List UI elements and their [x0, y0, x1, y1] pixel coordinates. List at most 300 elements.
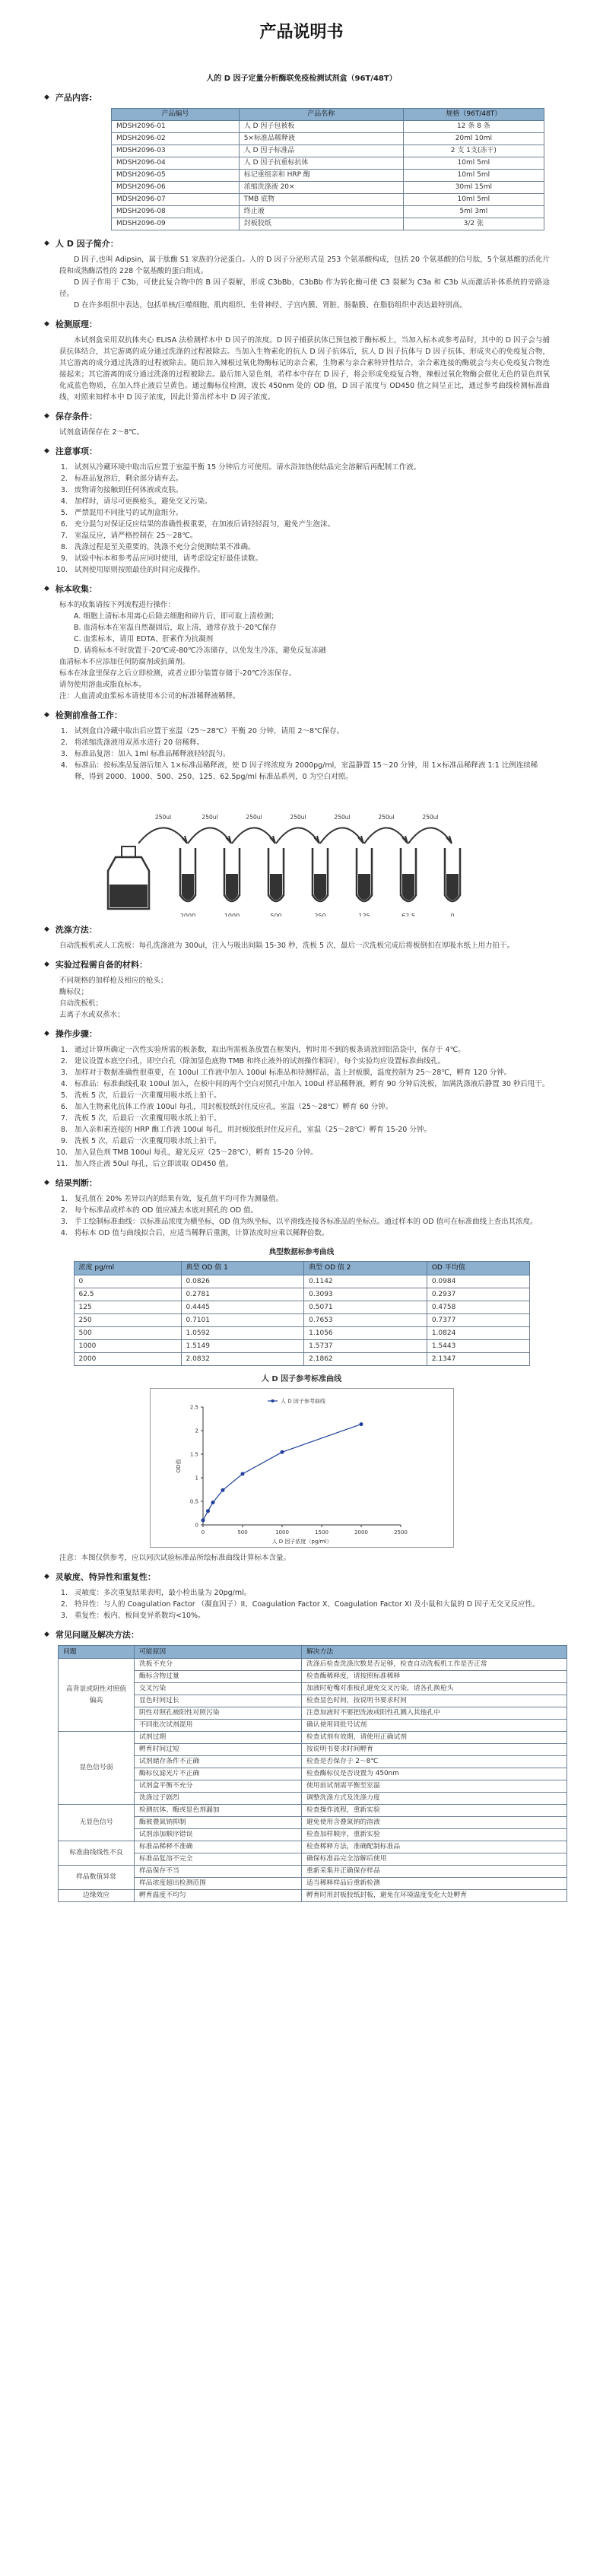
table-row: [59, 1890, 567, 1902]
table-cell: 0.0984: [427, 1275, 529, 1288]
list-item: 7. 洗板 5 次，后最后一次重覆用吸水纸上拍干。: [70, 1113, 550, 1124]
list-item: 6. 充分混匀对保证反应结果的准确性极重要，在加液后请轻轻混匀，避免产生泡沫。: [70, 519, 550, 530]
table-row: [59, 1829, 567, 1841]
table-row: [59, 1866, 567, 1878]
tube-conc-label: 250: [313, 913, 326, 916]
kit-subtitle: 人的 D 因子定量分析酶联免疫检测试剂盒（96T/48T）: [206, 75, 397, 83]
table-row: [59, 1853, 567, 1866]
solution-cell: 检查稀释方法，准确配制标准品: [302, 1841, 567, 1853]
cause-cell: 酶标仪滤光片不正确: [135, 1768, 302, 1780]
table-row: [59, 1841, 567, 1853]
intro-paragraph: D 因子作用于 C3b，可使此复合物中的 B 因子裂解，形成 C3bBb，C3bBb 作为转化酶可使 C3 裂解为 C3a 和 C3b 从而激活补体系统的旁路途径。: [59, 278, 550, 298]
table-row: [59, 1780, 567, 1793]
list-item: 11. 加入终止液 50ul 每孔，后立即读取 OD450 值。: [70, 1158, 550, 1170]
chart-note: 注意：本图仅供参考，应以同次试验标准品所绘标准曲线计算标本含量。: [59, 1554, 291, 1562]
cause-cell: 不同批次试剂混用: [135, 1720, 302, 1732]
table-row: [59, 1817, 567, 1829]
table-cell: 0.7101: [181, 1314, 304, 1327]
list-item: 7. 室温反应，请严格控制在 25～28℃。: [70, 530, 550, 542]
x-tick-label: 2000: [354, 1529, 368, 1536]
section-sensitivity: ◆ 灵敏度、特异性和重复性：: [44, 1572, 156, 1582]
table-cell: 1.0824: [427, 1327, 529, 1340]
table-cell: 2.1347: [427, 1353, 529, 1366]
list-item: 5. 严禁混用不同批号的试剂盒组分。: [70, 507, 550, 519]
tube-liquid: [446, 874, 459, 900]
data-table-body: [74, 1275, 529, 1366]
table-row: [59, 1695, 567, 1707]
list-item: 2. 每个标准品或样本的 OD 值应减去本底对照孔的 OD 值。: [70, 1205, 550, 1216]
tube-conc-label: 2000: [179, 913, 195, 916]
col-header: 产品编号: [112, 109, 240, 121]
table-row: [112, 133, 544, 145]
solution-cell: 适当稀释样品后重新检测: [302, 1878, 567, 1890]
table-cell: 1.5149: [181, 1340, 304, 1353]
principle-paragraph: 本试剂盒采用双抗体夹心 ELISA 法检测样本中 D 因子的浓度。D 因子捕获抗体已预包被于酶标板上，当加入标本或参考品时，其中的 D 因子会与捕获抗体结合，其它游离的成分通过洗涤的过程被除去。当加入生物素化的抗人 D 因子抗体后，抗人 D 因子抗体与 D 因子抗体、形成夹心的免疫复合物，其它游离的成分通过洗涤的过程被除去。随后加入辣根过氧化物酶标记的亲合素，生物素与亲合素特异性结合，亲合素连接的酶就会与夹心免疫复合物连接起来；其它游离的成分通过洗涤的过程被除去。最后加入显色剂，若样本中存在 D 因子，将会形成免疫复合物，辣根过氧化物酶会催化无色的显色剂氧化成蓝色物质，在加入终止液后呈黄色。通过酶标仪检测，波长 450nm 处的 OD 值，D 因子浓度与 OD450 值之间呈正比，通过参考曲线检测标准曲线，对照来知样本中 D 因子浓度，因此计算出样本中 D 因子浓度。: [59, 336, 550, 402]
list-item: 注：人血清或血浆标本请使用本公司的标准稀释液稀释。: [59, 692, 240, 700]
section-storage: ◆ 保存条件：: [44, 411, 97, 421]
diamond-bullet-icon: ◆: [44, 1631, 49, 1638]
table-cell: 125: [74, 1301, 181, 1314]
section-prep: ◆ 检测前准备工作：: [44, 710, 122, 720]
list-item: 10. 加入显色剂 TMB 100ul 每孔，避光反应（25～28℃），孵育 15-20 分钟。: [70, 1147, 550, 1158]
table-cell: 1.0592: [181, 1327, 304, 1340]
table-cell: 1.5737: [304, 1340, 427, 1353]
table-row: [112, 121, 544, 133]
intro-paragraph: D 在许多组织中表达，包括单核/巨噬细胞、肌肉组织、坐骨神经、子宫内膜、肾脏、肠黏膜、在脂肪组织中表达最特别高。: [74, 301, 468, 310]
x-tick-label: 2500: [393, 1529, 408, 1536]
table-row: [59, 1720, 567, 1732]
table-cell: 500: [74, 1327, 181, 1340]
cause-cell: 酶标含物过量: [135, 1671, 302, 1683]
list-item: 去离子水或双蒸水；: [59, 1011, 125, 1019]
table-row: [59, 1671, 567, 1683]
table-row: [59, 1756, 567, 1768]
table-cell: 1.1056: [304, 1327, 427, 1340]
x-tick-label: 500: [236, 1529, 248, 1536]
problem-cell: 显色信号弱: [59, 1732, 135, 1805]
list-item: 1. 灵敏度：多次重复结果表明，最小检出量为 20pg/ml。: [70, 1587, 550, 1599]
transfer-volume-label: 250ul: [201, 814, 218, 821]
troubleshooting-table: [58, 1645, 567, 1902]
y-tick-label: 0.5: [189, 1498, 198, 1505]
list-item: 4. 将标本 OD 值与曲线拟合后，应适当稀释后重测，计算浓度时应乘以稀释倍数。: [70, 1228, 550, 1239]
cause-cell: 洗板不充分: [135, 1659, 302, 1671]
product-name-cell: 标记重组亲和 HRP 酶: [239, 170, 403, 182]
cause-cell: 试剂过期: [135, 1732, 302, 1744]
list-item: 3. 废物请勿接触到任何体液或皮肤。: [70, 484, 550, 496]
cause-cell: 标准品复溶不完全: [135, 1853, 302, 1866]
product-name-cell: 5×标准品稀释液: [239, 133, 403, 145]
self-prep-list: [59, 975, 550, 1021]
table-row: [112, 194, 544, 206]
transfer-arrow: [408, 827, 451, 843]
notes-list: [70, 462, 550, 576]
diamond-bullet-icon: ◆: [44, 1179, 49, 1186]
list-item: 4. 标准品：按标准品复溶后加入 1×标准品稀释液，使 D 因子终浓度为 2000pg/ml，室温静置 15～20 分钟，用 1×标准品稀释液 1:1 比例连续稀释，得到 2000、1000、500、250、125、62.5pg/ml 标准品系列，0 为空白对照。: [70, 760, 550, 783]
table-row: [59, 1768, 567, 1780]
table-cell: 1000: [74, 1340, 181, 1353]
solution-cell: 洗涤后检查洗涤次数是否足够，检查自动洗板机工作是否正常: [302, 1659, 567, 1671]
trouble-table-body: [59, 1659, 567, 1902]
sample-list: [59, 599, 550, 702]
cause-cell: 阴性对照孔被阳性对照污染: [135, 1707, 302, 1720]
table-cell: 0.5071: [304, 1301, 427, 1314]
list-item: 自动洗板机；: [59, 999, 103, 1008]
col-header: 典型 OD 值 2: [304, 1262, 427, 1275]
diamond-bullet-icon: ◆: [44, 1573, 49, 1580]
chart-title: 人 D 因子参考标准曲线: [261, 1375, 342, 1383]
product-name-cell: 人 D 因子包被板: [239, 121, 403, 133]
wash-text: 自动洗板机或人工洗板：每孔洗涤液为 300ul，注入与吸出间隔 15-30 秒，洗板 5 次，最后一次洗板完成后将板倒扣在厚吸水纸上用力拍干。: [59, 942, 515, 950]
section-notes: ◆ 注意事项：: [44, 446, 97, 456]
dilution-svg: [100, 787, 503, 916]
tube-liquid: [182, 874, 194, 900]
cause-cell: 试剂储存条件不正确: [135, 1756, 302, 1768]
product-name-cell: 人 D 因子抗重标抗体: [239, 157, 403, 170]
transfer-arrow: [232, 827, 275, 843]
table-row: [59, 1878, 567, 1890]
solution-cell: 使用前试剂需平衡至室温: [302, 1780, 567, 1793]
storage-text: 试剂盒请保存在 2～8℃。: [59, 428, 144, 437]
steps-list: [70, 1044, 550, 1170]
diamond-bullet-icon: ◆: [44, 926, 49, 933]
table-row: [74, 1314, 529, 1327]
product-spec-cell: 3/2 张: [403, 218, 544, 230]
table-cell: 0.2781: [181, 1288, 304, 1301]
solution-cell: 避免使用含叠氮钠的溶液: [302, 1817, 567, 1829]
transfer-volume-label: 250ul: [154, 814, 171, 821]
solution-cell: 检查显色时间，按说明书要求时间: [302, 1695, 567, 1707]
section-intro: ◆ 人 D 因子简介：: [44, 239, 119, 249]
y-tick-label: 2.5: [189, 1404, 198, 1411]
intro-paragraph: D 因子,也叫 Adipsin，属于肽酶 S1 家族的分泌蛋白。人的 D 因子分泌形式是 253 个氨基酸构成，包括 20 个氨基酸的信号肽，5个氨基酸的活化片段和成熟酶活性的 228 个氨基酸的蛋白组成。: [59, 256, 550, 275]
diamond-bullet-icon: ◆: [44, 711, 49, 719]
tube-conc-label: 500: [269, 913, 282, 916]
transfer-arrow: [138, 827, 186, 843]
table-row: [59, 1793, 567, 1805]
list-item: 2. 标准品复溶后，剩余部分请弃去。: [70, 473, 550, 484]
list-item: 标本的收集请按下列流程进行操作：: [59, 601, 176, 609]
transfer-volume-label: 250ul: [377, 814, 395, 821]
problem-cell: 标准曲线线性不良: [59, 1841, 135, 1866]
solution-cell: 检查试剂有效期，请使用正确试剂: [302, 1732, 567, 1744]
y-tick-label: 2: [195, 1428, 198, 1434]
data-point: [359, 1422, 363, 1426]
cause-cell: 检测抗体、酶或显色剂漏加: [135, 1805, 302, 1817]
cause-cell: 洗涤过于剧烈: [135, 1793, 302, 1805]
cause-cell: 样品保存不当: [135, 1866, 302, 1878]
table-cell: 62.5: [74, 1288, 181, 1301]
solution-cell: 检查加样顺序，重新实验: [302, 1829, 567, 1841]
transfer-volume-label: 250ul: [333, 814, 351, 821]
list-item: 2. 建议设置本底空白孔，即空白孔（除加显色底物 TMB 和终止液外的试剂操作相同），每个实验均应设置标准曲线孔。: [70, 1056, 550, 1067]
data-table-caption: 典型数据标参考曲线: [268, 1248, 335, 1256]
table-row: [112, 182, 544, 194]
list-item: A. 细胞上清标本用离心后除去细胞和碎片后，即可取上清检测；: [74, 612, 278, 621]
transfer-volume-label: 250ul: [289, 814, 306, 821]
cause-cell: 酶被叠氮钠抑制: [135, 1817, 302, 1829]
list-item: D. 请将标本不时放置于-20℃或-80℃冷冻储存，以免发生冷冻，避免反复冻融: [74, 646, 326, 655]
product-code-cell: MDSH2096-06: [112, 182, 240, 194]
table-cell: 0.2937: [427, 1288, 529, 1301]
solution-cell: 重新采集并正确保存样品: [302, 1866, 567, 1878]
y-axis-label: OD值: [175, 1459, 182, 1473]
cause-cell: 试剂盒平衡不充分: [135, 1780, 302, 1793]
table-row: [59, 1659, 567, 1671]
table-cell: 250: [74, 1314, 181, 1327]
tube-liquid: [358, 874, 370, 900]
list-item: 3. 标准品复溶：加入 1ml 标准品稀释液轻轻混匀。: [70, 748, 550, 760]
table-header-row: [112, 109, 544, 121]
kit-table-body: [112, 121, 544, 230]
table-cell: 0.0826: [181, 1275, 304, 1288]
product-spec-cell: 10ml 5ml: [403, 194, 544, 206]
cause-cell: 显色时间过长: [135, 1695, 302, 1707]
table-row: [112, 157, 544, 170]
solution-cell: 孵育时用封板胶纸封板，避免在环境温度变化大处孵育: [302, 1890, 567, 1902]
stock-bottle-icon: [108, 846, 149, 909]
list-item: 8. 加入亲和素连接的 HRP 酶工作液 100ul 每孔，用封板胶纸封住反应孔，室温（25～28℃）孵育 15-20 分钟。: [70, 1124, 550, 1136]
table-cell: 2.0832: [181, 1353, 304, 1366]
list-item: 2. 将浓缩洗涤液用双蒸水进行 20 倍稀释。: [70, 737, 550, 748]
section-principle: ◆ 检测原理：: [44, 319, 97, 329]
list-item: 5. 洗板 5 次，后最后一次重覆用吸水纸上拍干。: [70, 1090, 550, 1101]
data-point: [240, 1472, 244, 1475]
transfer-arrow: [188, 827, 230, 843]
product-spec-cell: 10ml 5ml: [403, 157, 544, 170]
transfer-volume-label: 250ul: [421, 814, 439, 821]
table-cell: 0: [74, 1275, 181, 1288]
standard-curve-chart: [150, 1388, 454, 1548]
data-point: [280, 1450, 284, 1454]
cause-cell: 孵育时间过短: [135, 1744, 302, 1756]
product-spec-cell: 2 支 1支(冻干): [403, 145, 544, 157]
col-header: 解决方法: [302, 1646, 567, 1659]
problem-cell: 无显色信号: [59, 1805, 135, 1841]
list-item: 不同规格的加样枪及相应的枪头；: [59, 977, 168, 985]
table-cell: 0.1142: [304, 1275, 427, 1288]
data-point: [201, 1518, 205, 1522]
col-header: 规格（96T/48T）: [403, 109, 544, 121]
product-spec-cell: 20ml 10ml: [403, 133, 544, 145]
section-contents: ◆ 产品内容:: [44, 93, 93, 103]
list-item: B. 血清标本在室温自然凝固后，取上清，通常存放于-20℃保存: [74, 624, 277, 632]
tube-liquid: [270, 874, 282, 900]
table-row: [112, 218, 544, 230]
data-point: [211, 1501, 214, 1504]
list-item: 请勿使用溶血或脂血标本。: [59, 681, 147, 689]
transfer-volume-label: 250ul: [245, 814, 262, 821]
list-item: 酶标仪；: [59, 988, 89, 996]
table-cell: 2000: [74, 1353, 181, 1366]
diamond-bullet-icon: ◆: [44, 320, 49, 328]
list-item: 4. 加样时，请尽可更换枪头，避免交叉污染。: [70, 496, 550, 507]
legend-label: 人 D 因子参考曲线: [280, 1398, 325, 1405]
table-cell: 2.1862: [304, 1353, 427, 1366]
product-code-cell: MDSH2096-03: [112, 145, 240, 157]
product-code-cell: MDSH2096-01: [112, 121, 240, 133]
col-header: 产品名称: [239, 109, 403, 121]
data-point: [206, 1509, 210, 1513]
table-row: [74, 1327, 529, 1340]
solution-cell: 检查操作流程，重新实验: [302, 1805, 567, 1817]
x-tick-label: 1500: [314, 1529, 328, 1536]
list-item: 血清标本不应添加任何防腐剂或抗菌剂。: [59, 658, 190, 666]
table-row: [74, 1275, 529, 1288]
prep-list: [70, 726, 550, 783]
product-name-cell: 人 D 因子标准品: [239, 145, 403, 157]
section-results: ◆ 结果判断：: [44, 1178, 97, 1188]
y-tick-label: 0: [195, 1522, 198, 1529]
solution-cell: 检查酶稀释度，请按照标准稀释: [302, 1671, 567, 1683]
diamond-bullet-icon: ◆: [44, 1030, 49, 1037]
col-header: 问题: [59, 1646, 135, 1659]
diamond-bullet-icon: ◆: [44, 412, 49, 420]
solution-cell: 加液时枪嘴对准板孔避免交叉污染，请各孔换枪头: [302, 1683, 567, 1695]
diamond-bullet-icon: ◆: [44, 447, 49, 455]
sensitivity-list: [70, 1587, 550, 1622]
list-item: 9. 洗板 5 次，后最后一次重覆用吸水纸上拍干。: [70, 1136, 550, 1147]
list-item: 6. 加入生物素化抗体工作液 100ul 每孔，用封板胶纸封住反应孔，室温（25～28℃）孵育 60 分钟。: [70, 1101, 550, 1113]
problem-cell: 高背景或阴性对照值偏高: [59, 1659, 135, 1732]
dilution-tubes: [138, 814, 460, 916]
y-tick-label: 1: [195, 1475, 198, 1482]
product-code-cell: MDSH2096-09: [112, 218, 240, 230]
tube-liquid: [314, 874, 326, 900]
tube-liquid: [402, 874, 414, 900]
table-row: [74, 1353, 529, 1366]
table-cell: 1.5443: [427, 1340, 529, 1353]
cause-cell: 孵育温度不均匀: [135, 1890, 302, 1902]
table-row: [112, 145, 544, 157]
list-item: 4. 标准品：标准曲线孔取 100ul 加入，在板中间的两个空白对照孔中加入 100ul 样品稀释液，孵育 90 分钟后洗板，加满洗涤液后静置 30 秒后甩干。: [70, 1078, 550, 1090]
list-item: 2. 特异性：与人的 Coagulation Factor （凝血因子）II、Coagulation Factor X、Coagulation Factor XI 及小鼠和大鼠的 D 因子无交叉反应性。: [70, 1599, 550, 1610]
data-point: [221, 1488, 224, 1492]
list-item: 3. 手工绘制标准曲线：以标准品浓度为横坐标，OD 值为纵坐标，以平滑线连接各标准品的坐标点。通过样本的 OD 值可在标准曲线上查出其浓度。: [70, 1216, 550, 1228]
cause-cell: 交叉污染: [135, 1683, 302, 1695]
diamond-bullet-icon: ◆: [44, 585, 49, 592]
list-item: 1. 通过计算所确定一次性实验所需的板条数，取出所需板条放置在框架内，暂时用不到的板条请放回铝箔袋中，保存于 4℃。: [70, 1044, 550, 1056]
list-item: 标本在冰盒里保存之后立即检测，或者立即分装置存储于-20℃冷冻保存。: [59, 669, 297, 678]
table-row: [112, 170, 544, 182]
table-row: [74, 1288, 529, 1301]
list-item: 1. 复孔值在 20% 差异以内的结果有效，复孔值平均可作为测量值。: [70, 1193, 550, 1205]
table-cell: 0.7653: [304, 1314, 427, 1327]
x-tick-label: 1000: [275, 1529, 289, 1536]
product-spec-cell: 30ml 15ml: [403, 182, 544, 194]
product-code-cell: MDSH2096-07: [112, 194, 240, 206]
list-item: 8. 洗涤过程是至关重要的，洗涤不充分会使测结果不准确。: [70, 542, 550, 553]
table-row: [59, 1683, 567, 1695]
product-name-cell: 封板胶纸: [239, 218, 403, 230]
solution-cell: 检查酶标仪是否设置为 450nm: [302, 1768, 567, 1780]
transfer-arrow: [276, 827, 319, 843]
table-cell: 0.3093: [304, 1288, 427, 1301]
col-header: 浓度 pg/ml: [74, 1262, 181, 1275]
cause-cell: 试剂添加顺序错误: [135, 1829, 302, 1841]
col-header: OD 平均值: [427, 1262, 529, 1275]
list-item: 1. 试剂盒自冷藏中取出后应置于室温（25～28℃）平衡 20 分钟，请用 2～8℃保存。: [70, 726, 550, 737]
solution-cell: 调整洗涤方式及洗涤力度: [302, 1793, 567, 1805]
table-header-row: [74, 1262, 529, 1275]
list-item: 10. 试剂使用原则按照最佳的时间完成操作。: [70, 564, 550, 576]
list-item: 9. 试验中标本和参考品应同时使用，请考虑设定好最佳读数。: [70, 553, 550, 564]
table-row: [74, 1301, 529, 1314]
section-trouble: ◆ 常见问题及解决方法：: [44, 1630, 139, 1640]
transfer-arrow: [320, 827, 363, 843]
col-header: 典型 OD 值 1: [181, 1262, 304, 1275]
chart-svg: [150, 1388, 454, 1548]
section-self-prep: ◆ 实验过程需自备的材料：: [44, 960, 148, 970]
table-cell: 0.7377: [427, 1314, 529, 1327]
tube-conc-label: 125: [357, 913, 370, 916]
solution-cell: 确保标准品完全溶解后使用: [302, 1853, 567, 1866]
table-row: [59, 1732, 567, 1744]
table-row: [112, 206, 544, 218]
typical-data-table: [74, 1261, 530, 1366]
table-cell: 0.4758: [427, 1301, 529, 1314]
section-wash: ◆ 洗涤方法：: [44, 925, 97, 935]
diamond-bullet-icon: ◆: [44, 961, 49, 968]
transfer-arrow: [364, 827, 407, 843]
list-item: 3. 加样对于数据准确性很重要，在 100ul 工作液中加入 100ul 标准品和待测样品，盖上封板膜，温度控制为 25～28℃，孵育 120 分钟。: [70, 1067, 550, 1078]
product-name-cell: 终止液: [239, 206, 403, 218]
list-item: 3. 重复性：板内、板间变异系数均<10%。: [70, 1610, 550, 1622]
x-axis-label: 人 D 因子浓度（pg/ml）: [271, 1539, 332, 1545]
solution-cell: 注意加液时不要把洗液或阳性孔溅入其他孔中: [302, 1707, 567, 1720]
diamond-bullet-icon: ◆: [44, 240, 49, 247]
solution-cell: 按说明书要求时间孵育: [302, 1744, 567, 1756]
section-steps: ◆ 操作步骤：: [44, 1029, 97, 1039]
problem-cell: 边缘效应: [59, 1890, 135, 1902]
tube-liquid: [226, 874, 238, 900]
cause-cell: 样品浓度超出检测范围: [135, 1878, 302, 1890]
col-header: 可能原因: [135, 1646, 302, 1659]
product-code-cell: MDSH2096-02: [112, 133, 240, 145]
table-row: [59, 1805, 567, 1817]
table-row: [59, 1707, 567, 1720]
list-item: C. 血浆标本，请用 EDTA、肝素作为抗凝剂: [74, 635, 214, 643]
cause-cell: 标准品稀释不准确: [135, 1841, 302, 1853]
problem-cell: 样品数值异常: [59, 1866, 135, 1890]
dilution-diagram: [100, 787, 503, 916]
section-sample: ◆ 标本收集：: [44, 584, 97, 594]
x-tick-label: 0: [201, 1529, 205, 1536]
tube-conc-label: 0: [449, 913, 455, 916]
product-spec-cell: 5ml 3ml: [403, 206, 544, 218]
table-row: [59, 1744, 567, 1756]
solution-cell: 检查是否保存于 2～8℃: [302, 1756, 567, 1768]
page-title: 产品说明书: [259, 23, 344, 42]
results-list: [70, 1193, 550, 1239]
kit-contents-table: [111, 108, 544, 230]
y-tick-label: 1.5: [189, 1451, 198, 1458]
table-row: [74, 1340, 529, 1353]
product-name-cell: TMB 底物: [239, 194, 403, 206]
table-cell: 0.4445: [181, 1301, 304, 1314]
product-spec-cell: 10ml 5ml: [403, 170, 544, 182]
legend-marker: [271, 1399, 274, 1402]
table-header-row: [59, 1646, 567, 1659]
solution-cell: 确认使用同批号试剂: [302, 1720, 567, 1732]
product-code-cell: MDSH2096-08: [112, 206, 240, 218]
diamond-bullet-icon: ◆: [44, 94, 49, 101]
product-code-cell: MDSH2096-05: [112, 170, 240, 182]
product-name-cell: 浓缩洗涤液 20×: [239, 182, 403, 194]
tube-conc-label: 62.5: [401, 913, 415, 916]
product-spec-cell: 12 条 8 条: [403, 121, 544, 133]
product-code-cell: MDSH2096-04: [112, 157, 240, 170]
